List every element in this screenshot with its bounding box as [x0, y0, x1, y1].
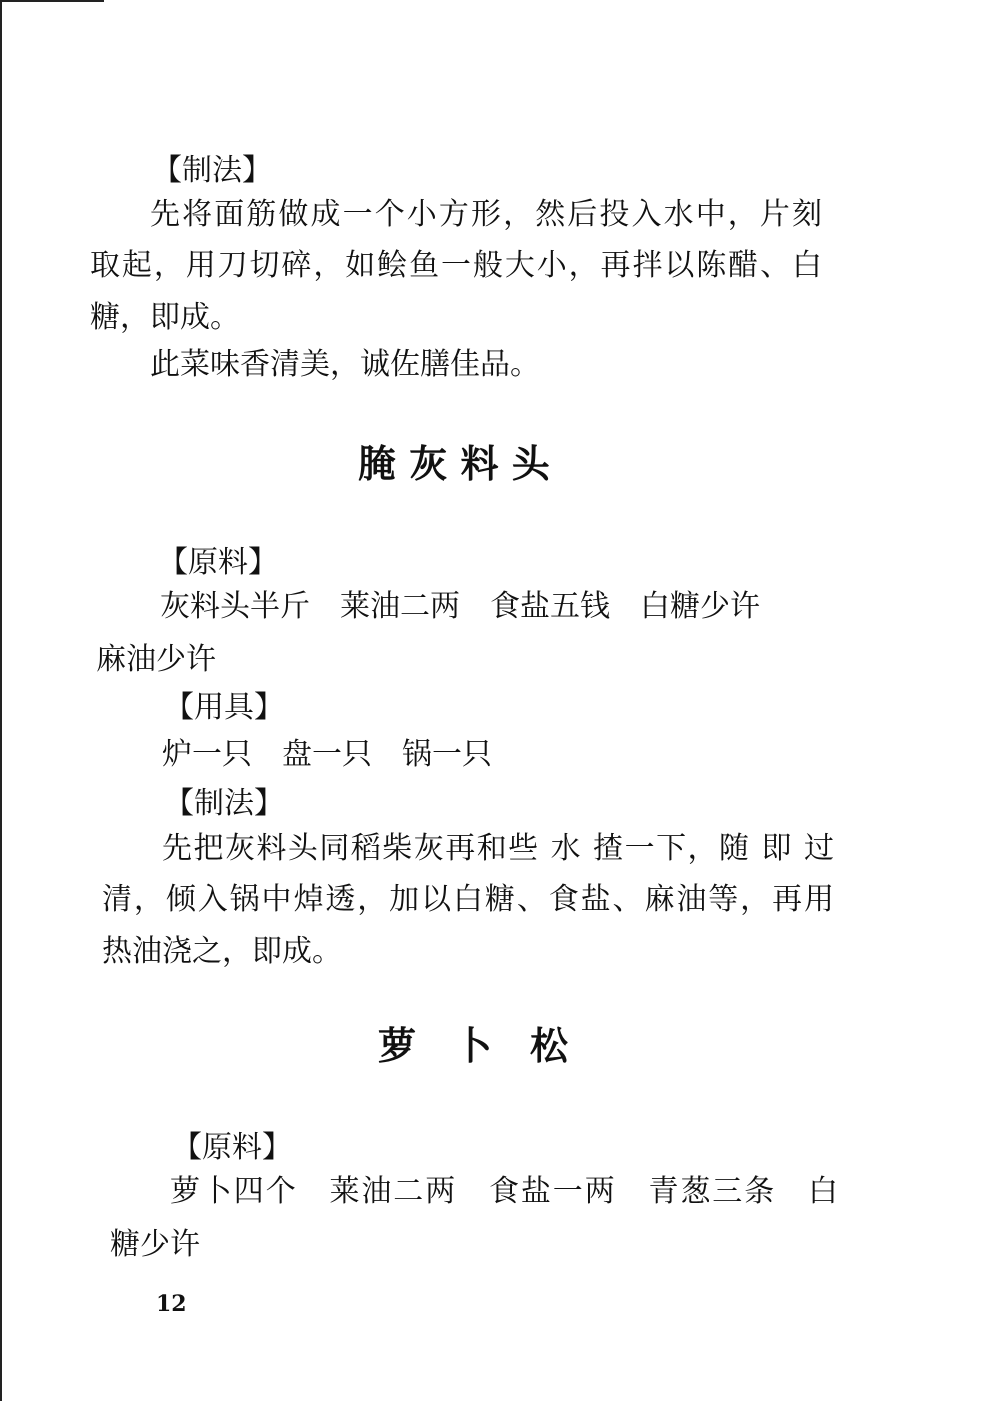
tools-label-2: 【用具】: [164, 690, 284, 725]
recipe-title-3: 萝 卜 松: [378, 1023, 569, 1068]
method-line-2b: 清，倾入锅中焯透，加以白糖、食盐、麻油等，再用: [102, 882, 834, 917]
top-rule-line: [0, 0, 104, 2]
page-edge-line: [0, 0, 2, 1401]
ingredients-line-2a: 灰料头半斤 莱油二两 食盐五钱 白糖少许: [160, 589, 760, 624]
method-label-2: 【制法】: [164, 786, 284, 821]
tools-line-2: 炉一只 盘一只 锅一只: [162, 737, 492, 772]
ingredients-label-3: 【原料】: [172, 1130, 292, 1165]
method-label-1: 【制法】: [152, 153, 272, 188]
method-line-2c: 热油浇之，即成。: [102, 934, 342, 969]
method-line-2: 取起，用刀切碎，如鲙鱼一般大小，再拌以陈醋、白: [90, 248, 822, 283]
method-line-3: 糖，即成。: [90, 300, 240, 335]
method-line-2a: 先把灰料头同稻柴灰再和些 水 揸一下，随 即 过: [162, 831, 834, 866]
ingredients-line-2b: 麻油少许: [96, 642, 216, 677]
ingredients-label-2: 【原料】: [158, 545, 278, 580]
comment-line: 此菜味香清美，诚佐膳佳品。: [150, 347, 540, 382]
ingredients-line-3b: 糖少许: [110, 1227, 200, 1262]
ingredients-line-3a: 萝卜四个 莱油二两 食盐一两 青葱三条 白: [170, 1174, 838, 1209]
page-number: 12: [156, 1291, 187, 1317]
recipe-title-2: 腌 灰 料 头: [358, 441, 550, 486]
method-line-1: 先将面筋做成一个小方形，然后投入水中，片刻: [150, 197, 822, 232]
